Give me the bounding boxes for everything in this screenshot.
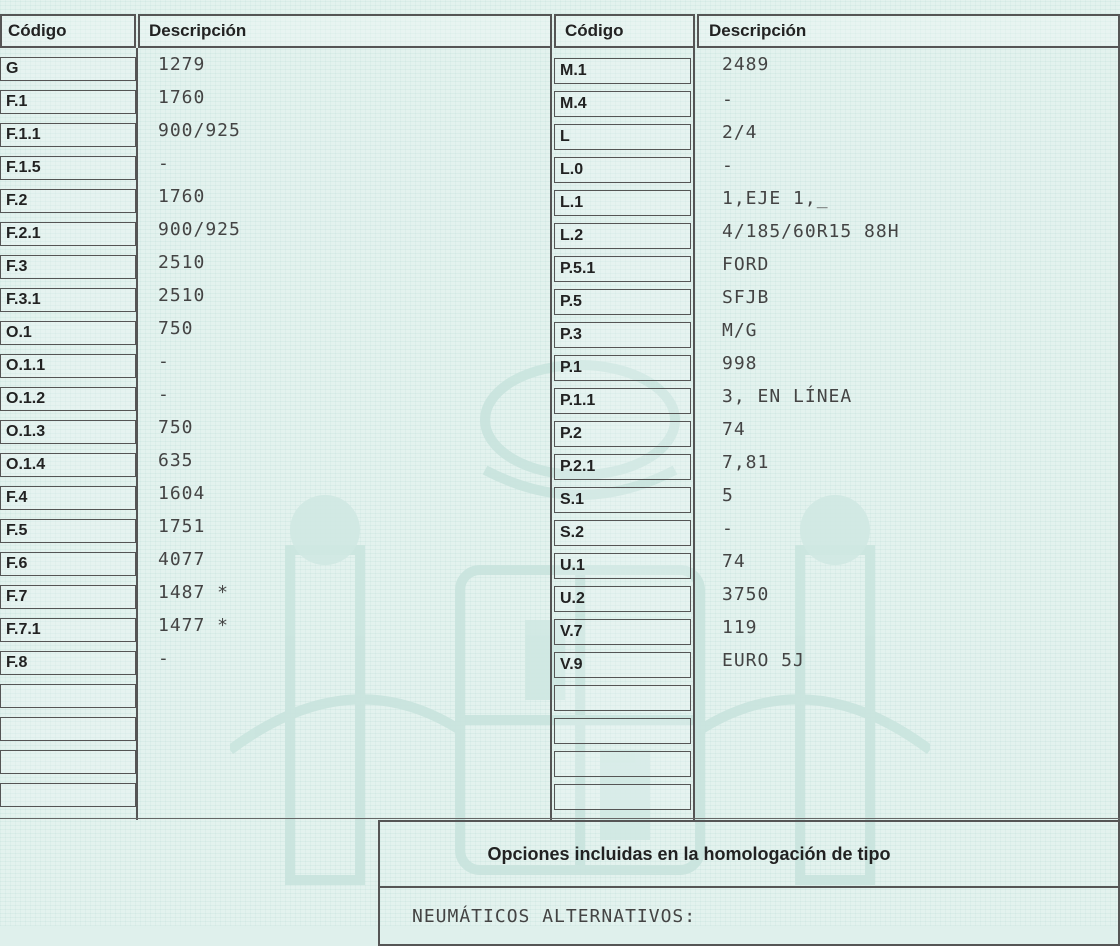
right-code-cell: U.2 xyxy=(554,586,691,612)
right-code-cell: V.7 xyxy=(554,619,691,645)
left-code-cell: F.5 xyxy=(0,519,136,543)
left-description-value: 2510 xyxy=(158,285,206,306)
right-code-cell: P.5.1 xyxy=(554,256,691,282)
left-code-cell: F.6 xyxy=(0,552,136,576)
column-divider xyxy=(136,48,138,820)
right-description-value: - xyxy=(722,89,734,110)
right-code-cell-empty xyxy=(554,751,691,777)
right-code-cell: V.9 xyxy=(554,652,691,678)
left-description-value: 750 xyxy=(158,417,194,438)
right-description-value: 119 xyxy=(722,617,758,638)
left-description-value: 1604 xyxy=(158,483,206,504)
right-code-cell: P.3 xyxy=(554,322,691,348)
right-code-cell: M.4 xyxy=(554,91,691,117)
left-code-cell: F.4 xyxy=(0,486,136,510)
right-description-value: 5 xyxy=(722,485,734,506)
left-code-cell: F.2.1 xyxy=(0,222,136,246)
left-code-cell-empty xyxy=(0,684,136,708)
left-code-cell: F.7.1 xyxy=(0,618,136,642)
right-code-cell: S.2 xyxy=(554,520,691,546)
right-code-cell: M.1 xyxy=(554,58,691,84)
left-description-value: 900/925 xyxy=(158,219,241,240)
right-description-value: 2/4 xyxy=(722,122,758,143)
left-description-value: 1760 xyxy=(158,186,206,207)
left-code-cell: O.1.1 xyxy=(0,354,136,378)
left-description-value: 1477 * xyxy=(158,615,230,636)
right-code-cell-empty xyxy=(554,685,691,711)
right-description-value: SFJB xyxy=(722,287,770,308)
right-description-header: Descripción xyxy=(697,14,1120,48)
right-description-value: - xyxy=(722,518,734,539)
left-description-value: 2510 xyxy=(158,252,206,273)
options-section-title: Opciones incluidas en la homologación de tipo xyxy=(378,820,1120,888)
table-bottom-rule xyxy=(0,818,1120,819)
left-code-cell: F.3.1 xyxy=(0,288,136,312)
left-description-value: 4077 xyxy=(158,549,206,570)
right-code-cell: P.1 xyxy=(554,355,691,381)
left-code-cell: F.2 xyxy=(0,189,136,213)
right-description-value: FORD xyxy=(722,254,770,275)
right-description-value: 4/185/60R15 88H xyxy=(722,221,900,242)
left-description-value: 1487 * xyxy=(158,582,230,603)
right-description-value: 3, EN LÍNEA xyxy=(722,386,853,407)
left-code-cell: F.3 xyxy=(0,255,136,279)
right-description-value: 2489 xyxy=(722,54,770,75)
right-description-value: 1,EJE 1,_ xyxy=(722,188,829,209)
right-code-cell: P.1.1 xyxy=(554,388,691,414)
left-code-cell: F.1 xyxy=(0,90,136,114)
left-description-header: Descripción xyxy=(138,14,552,48)
column-divider xyxy=(693,48,695,820)
left-code-cell: O.1.4 xyxy=(0,453,136,477)
left-description-value: 900/925 xyxy=(158,120,241,141)
left-code-cell-empty xyxy=(0,783,136,807)
left-description-value: 1760 xyxy=(158,87,206,108)
left-code-header: Código xyxy=(0,14,136,48)
left-description-value: - xyxy=(158,648,170,669)
right-description-value: 74 xyxy=(722,419,746,440)
left-description-value: - xyxy=(158,153,170,174)
left-description-value: 635 xyxy=(158,450,194,471)
left-code-cell-empty xyxy=(0,750,136,774)
right-code-cell-empty xyxy=(554,718,691,744)
right-description-value: 7,81 xyxy=(722,452,770,473)
right-code-cell: P.2 xyxy=(554,421,691,447)
left-description-value: - xyxy=(158,384,170,405)
right-description-value: 74 xyxy=(722,551,746,572)
right-description-value: M/G xyxy=(722,320,758,341)
left-code-cell: F.1.1 xyxy=(0,123,136,147)
right-code-cell: L.1 xyxy=(554,190,691,216)
right-code-cell: P.2.1 xyxy=(554,454,691,480)
right-code-header: Código xyxy=(554,14,695,48)
left-code-cell: F.1.5 xyxy=(0,156,136,180)
right-code-cell: L.0 xyxy=(554,157,691,183)
right-code-cell: S.1 xyxy=(554,487,691,513)
left-code-cell: O.1.3 xyxy=(0,420,136,444)
right-code-cell: L xyxy=(554,124,691,150)
column-divider xyxy=(550,48,552,820)
left-code-cell: F.8 xyxy=(0,651,136,675)
left-description-value: - xyxy=(158,351,170,372)
left-description-value: 1279 xyxy=(158,54,206,75)
left-description-value: 750 xyxy=(158,318,194,339)
right-description-value: EURO 5J xyxy=(722,650,805,671)
right-description-value: - xyxy=(722,155,734,176)
left-code-cell: F.7 xyxy=(0,585,136,609)
right-code-cell: L.2 xyxy=(554,223,691,249)
left-code-cell: O.1 xyxy=(0,321,136,345)
right-code-cell: P.5 xyxy=(554,289,691,315)
options-section-text: NEUMÁTICOS ALTERNATIVOS: xyxy=(412,906,697,927)
left-code-cell: O.1.2 xyxy=(0,387,136,411)
right-description-value: 998 xyxy=(722,353,758,374)
right-code-cell: U.1 xyxy=(554,553,691,579)
right-description-value: 3750 xyxy=(722,584,770,605)
right-code-cell-empty xyxy=(554,784,691,810)
left-description-value: 1751 xyxy=(158,516,206,537)
left-code-cell-empty xyxy=(0,717,136,741)
left-code-cell: G xyxy=(0,57,136,81)
